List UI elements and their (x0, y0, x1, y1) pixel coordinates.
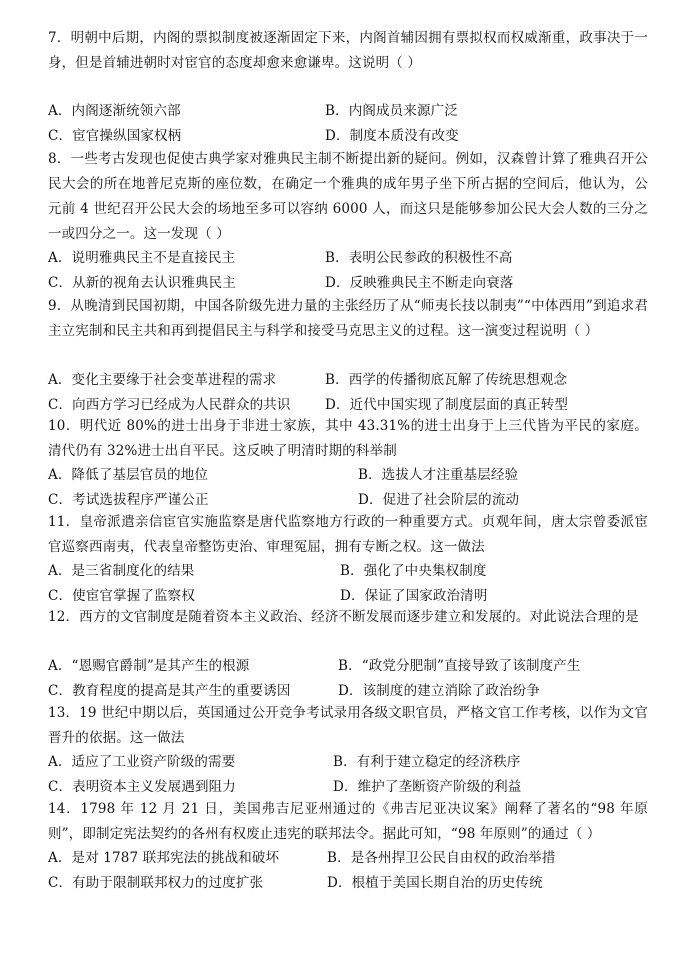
question-11-stem: 11．皇帝派遣亲信宦官实施监察是唐代监察地方行政的一种重要方式。贞观年间，唐太宗曾委派宦官巡察西南夷，代表皇帝整饬吏治、审理冤屈，拥有专断之权。这一做法 (48, 514, 648, 555)
question-12-option-c: C．教育程度的提高是其产生的重要诱因 (48, 683, 291, 699)
question-8-option-a: A．说明雅典民主不是直接民主 (48, 250, 236, 266)
question-13-option-c: C．表明资本主义发展遇到阻力 (48, 779, 236, 795)
question-12-option-d: D．该制度的建立消除了政治纷争 (338, 683, 541, 699)
question-10-option-c: C．考试选拔程序严谨公正 (48, 492, 209, 508)
question-7-stem: 7．明朝中后期，内阁的票拟制度被逐渐固定下来，内阁首辅因拥有票拟权而权威渐重，政事决于一身，但是首辅进朝时对宦官的态度却愈来愈谦卑。这说明（ ） (48, 30, 648, 71)
question-9-option-a: A．变化主要缘于社会变革进程的需求 (48, 372, 277, 388)
question-8-option-b: B．表明公民参政的积极性不高 (325, 250, 513, 266)
question-13-option-d: D．维护了垄断资产阶级的利益 (333, 779, 522, 795)
question-14-stem: 14．1798 年 12 月 21 日，美国弗吉尼亚州通过的《弗吉尼亚决议案》阐释了著名的“98 年原则”，即制定宪法契约的各州有权废止违宪的联邦法令。据此可知，“98 年原则”的通过（ ） (48, 801, 648, 842)
question-10-option-d: D．促进了社会阶层的流动 (358, 492, 520, 508)
question-14-option-d: D．根植于美国长期自治的历史传统 (327, 875, 543, 891)
question-12-stem: 12．西方的文官制度是随着资本主义政治、经济不断发展而逐步建立和发展的。对此说法合理的是 (48, 609, 639, 625)
question-10-stem: 10．明代近 80%的进士出身于非进士家族，其中 43.31%的进士出身于上三代皆为平民的家庭。清代仍有 32%进士出自平民。这反映了明清时期的科举制 (48, 418, 648, 459)
question-11-option-c: C．使宦官掌握了监察权 (48, 588, 195, 604)
question-9-stem: 9．从晚清到民国初期，中国各阶级先进力量的主张经历了从“师夷长技以制夷”“中体西用”到追求君主立宪制和民主共和再到提倡民主与科学和接受马克思主义的过程。这一演变过程说明（ ） (48, 298, 648, 339)
question-13-option-b: B．有利于建立稳定的经济秩序 (333, 754, 521, 770)
question-14-option-b: B．是各州捍卫公民自由权的政治举措 (327, 850, 556, 866)
question-11-option-d: D．保证了国家政治清明 (340, 588, 488, 604)
question-10-option-a: A．降低了基层官员的地位 (48, 467, 209, 483)
question-13-option-a: A．适应了工业资产阶级的需要 (48, 754, 236, 770)
question-8-stem: 8．一些考古发现也促使古典学家对雅典民主制不断提出新的疑问。例如，汉森曾计算了雅典召开公民大会的所在地普尼克斯的座位数，在确定一个雅典的成年男子坐下所占据的空间后，他认为，公元前 4 世纪召开公民大会的场地至多可以容纳 6000 人，而这只是能够参加公民大会人数的三分之一或四分之一。这一发现（ ） (48, 151, 648, 242)
question-12-option-a: A．“恩赐官爵制”是其产生的根源 (48, 658, 250, 674)
question-7-option-a: A．内阁逐渐统领六部 (48, 103, 181, 119)
question-8-option-d: D．反映雅典民主不断走向衰落 (325, 275, 514, 291)
question-10-option-b: B．选拔人才注重基层经验 (358, 467, 519, 483)
question-11-option-a: A．是三省制度化的结果 (48, 563, 195, 579)
question-13-stem: 13．19 世纪中期以后，英国通过公开竞争考试录用各级文职官员，严格文官工作考核，以作为文官晋升的依据。这一做法 (48, 705, 648, 746)
question-12-option-b: B．“政党分肥制”直接导致了该制度产生 (338, 658, 581, 674)
question-8-option-c: C．从新的视角去认识雅典民主 (48, 275, 236, 291)
question-9-option-d: D．近代中国实现了制度层面的真正转型 (325, 397, 569, 413)
question-11-option-b: B．强化了中央集权制度 (340, 563, 487, 579)
question-9-option-b: B．西学的传播彻底瓦解了传统思想观念 (325, 372, 568, 388)
question-9-option-c: C．向西方学习已经成为人民群众的共识 (48, 397, 291, 413)
question-7-option-c: C．宦官操纵国家权柄 (48, 128, 182, 144)
question-14-option-c: C．有助于限制联邦权力的过度扩张 (48, 875, 264, 891)
question-7-option-d: D．制度本质没有改变 (325, 128, 459, 144)
question-14-option-a: A．是对 1787 联邦宪法的挑战和破坏 (48, 850, 280, 866)
question-7-option-b: B．内阁成员来源广泛 (325, 103, 458, 119)
